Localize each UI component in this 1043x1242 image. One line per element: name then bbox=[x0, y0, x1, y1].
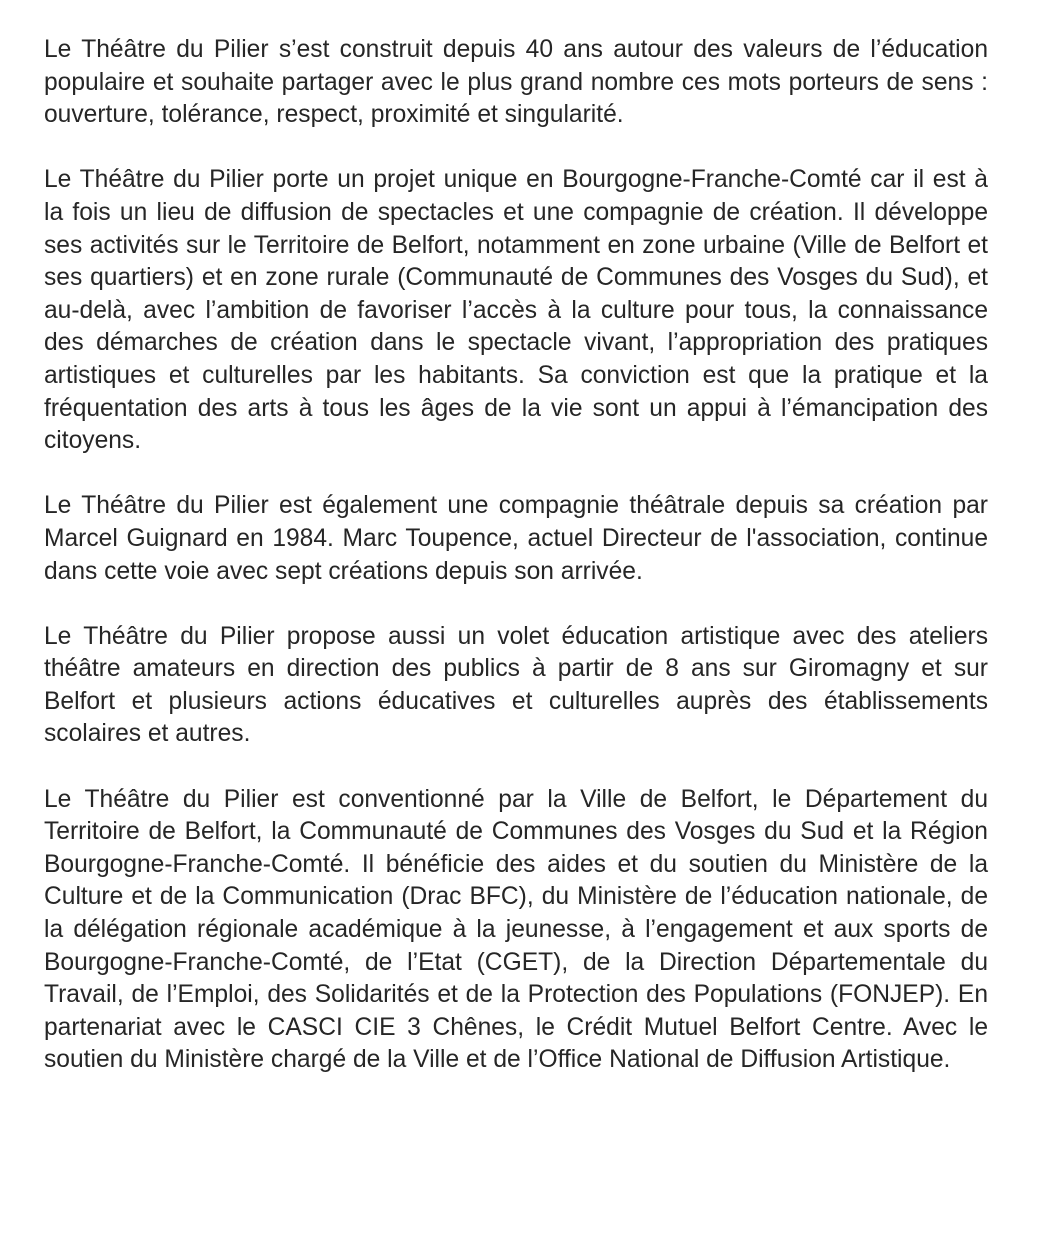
paragraph-partners: Le Théâtre du Pilier est conventionné par la Ville de Belfort, le Département du Territoire de Belfort, la Communauté de Communes des Vosges du Sud et la Région Bourgogne-Franche-Comté. Il bénéficie des aides et du soutien du Ministère de la Culture et de la Communication (Drac BFC), du Ministère de l’éducation nationale, de la délégation régionale académique à la jeunesse, à l’engagement et aux sports de Bourgogne-Franche-Comté, de l’Etat (CGET), de la Direction Départementale du Travail, de l’Emploi, des Solidarités et de la Protection des Populations (FONJEP). En partenariat avec le CASCI CIE 3 Chênes, le Crédit Mutuel Belfort Centre. Avec le soutien du Ministère chargé de la Ville et de l’Office National de Diffusion Artistique. bbox=[44, 785, 988, 1074]
paragraph-education: Le Théâtre du Pilier propose aussi un volet éducation artistique avec des ateliers théâtre amateurs en direction des publics à partir de 8 ans sur Giromagny et sur Belfort et plusieurs actions éducatives et culturelles auprès des établissements scolaires et autres. bbox=[44, 622, 988, 748]
paragraph-company: Le Théâtre du Pilier est également une compagnie théâtrale depuis sa création par Marcel Guignard en 1984. Marc Toupence, actuel Directeur de l'association, continue dans cette voie avec sept créations depuis son arrivée. bbox=[44, 492, 988, 585]
document-body bbox=[44, 34, 988, 1077]
paragraph-project: Le Théâtre du Pilier porte un projet unique en Bourgogne-Franche-Comté car il est à la fois un lieu de diffusion de spectacles et une compagnie de création. Il développe ses activités sur le Territoire de Belfort, notamment en zone urbaine (Ville de Belfort et ses quartiers) et en zone rurale (Communauté de Communes des Vosges du Sud), et au-delà, avec l’ambition de favoriser l’accès à la culture pour tous, la connaissance des démarches de création dans le spectacle vivant, l’appropriation des pratiques artistiques et culturelles par les habitants. Sa conviction est que la pratique et la fréquentation des arts à tous les âges de la vie sont un appui à l’émancipation des citoyens. bbox=[44, 166, 988, 455]
paragraph-intro: Le Théâtre du Pilier s’est construit depuis 40 ans autour des valeurs de l’éducation populaire et souhaite partager avec le plus grand nombre ces mots porteurs de sens : ouverture, tolérance, respect, proximité et singularité. bbox=[44, 36, 988, 129]
